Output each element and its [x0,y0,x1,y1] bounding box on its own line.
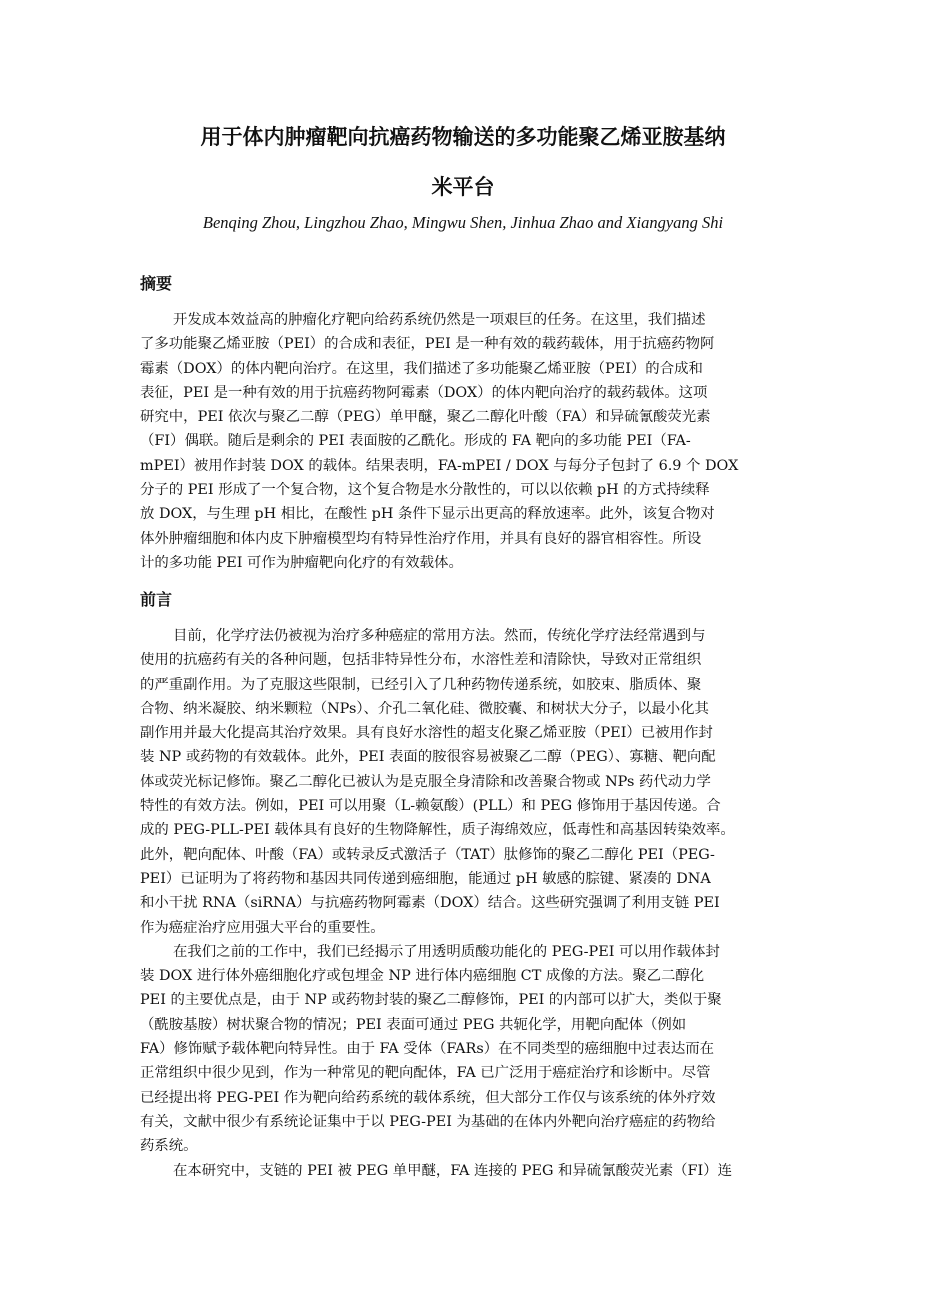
intro-line: 作为癌症治疗应用强大平台的重要性。 [140,919,385,936]
abstract-body [140,308,800,575]
intro-line: 目前，化学疗法仍被视为治疗多种癌症的常用方法。然而，传统化学疗法经常遇到与 [173,628,706,644]
intro-line: 此外，靶向配体、叶酸（FA）或转录反式激活子（TAT）肽修饰的聚乙二醇化 PEI（PEG- [140,846,715,863]
abstract-line: 了多功能聚乙烯亚胺（PEI）的合成和表征，PEI 是一种有效的载药载体，用于抗癌药物阿 [140,336,715,353]
intro-line: 的严重副作用。为了克服这些限制，已经引入了几种药物传递系统，如胶束、脂质体、聚 [140,676,702,693]
introduction-heading: 前言 [140,590,173,609]
abstract-heading: 摘要 [140,274,173,293]
author-list: Benqing Zhou, Lingzhou Zhao, Mingwu Shen, Jinhua Zhao and Xiangyang Shi [202,213,724,232]
paper-title-line-1: 用于体内肿瘤靶向抗癌药物输送的多功能聚乙烯亚胺基纳 [200,125,726,149]
abstract-line: （FI）偶联。随后是剩余的 PEI 表面胺的乙酰化。形成的 FA 靶向的多功能 PEI（FA- [140,433,691,450]
intro-line: 特性的有效方法。例如，PEI 可以用聚（L-赖氨酸）(PLL）和 PEG 修饰用于基因传递。合 [140,798,721,815]
intro-line: （酰胺基胺）树状聚合物的情况；PEI 表面可通过 PEG 共轭化学，用靶向配体（例如 [140,1016,687,1033]
intro-line: 在本研究中，支链的 PEI 被 PEG 单甲醚，FA 连接的 PEG 和异硫氰酸荧光素（FI）连 [173,1162,732,1179]
intro-line: 副作用并最大化提高其治疗效果。具有良好水溶性的超支化聚乙烯亚胺（PEI）已被用作封 [140,725,713,742]
intro-line: 正常组织中很少见到，作为一种常见的靶向配体，FA 已广泛用于癌症治疗和诊断中。尽管 [140,1065,711,1082]
abstract-line: 体外肿瘤细胞和体内皮下肿瘤模型均有特异性治疗作用，并具有良好的器官相容性。所设 [140,530,702,547]
intro-line: 体或荧光标记修饰。聚乙二醇化已被认为是克服全身清除和改善聚合物或 NPs 药代动力学 [140,773,711,790]
introduction-body [140,624,800,1183]
abstract-line: 计的多功能 PEI 可作为肿瘤靶向化疗的有效载体。 [140,554,463,571]
intro-line: 药系统。 [140,1138,198,1155]
intro-line: PEI）已证明为了将药物和基因共同传递到癌细胞，能通过 pH 敏感的腙键、紧凑的 DNA [140,870,711,887]
abstract-line: mPEI）被用作封装 DOX 的载体。结果表明，FA-mPEI / DOX 与每分子包封了 6.9 个 DOX [140,457,739,474]
intro-line: 有关，文献中很少有系统论证集中于以 PEG-PEI 为基础的在体内外靶向治疗癌症的药物给 [140,1113,716,1130]
intro-line: 合物、纳米凝胶、纳米颗粒（NPs）、介孔二氧化硅、微胶囊、和树状大分子，以最小化其 [140,700,709,717]
intro-line: 和小干扰 RNA（siRNA）与抗癌药物阿霉素（DOX）结合。这些研究强调了利用支链 PEI [140,895,720,912]
intro-line: 在我们之前的工作中，我们已经揭示了用透明质酸功能化的 PEG-PEI 可以用作载体封 [173,943,720,960]
abstract-line: 分子的 PEI 形成了一个复合物，这个复合物是水分散性的，可以以依赖 pH 的方式持续释 [140,482,710,499]
intro-line: FA）修饰赋予载体靶向特异性。由于 FA 受体（FARs）在不同类型的癌细胞中过表达而在 [140,1041,715,1058]
intro-line: 使用的抗癌药有关的各种问题，包括非特异性分布，水溶性差和清除快，导致对正常组织 [140,652,702,669]
abstract-line: 研究中，PEI 依次与聚乙二醇（PEG）单甲醚，聚乙二醇化叶酸（FA）和异硫氰酸荧光素 [140,409,711,426]
abstract-line: 表征，PEI 是一种有效的用于抗癌药物阿霉素（DOX）的体内靶向治疗的载药载体。这项 [140,384,708,401]
intro-line: 装 DOX 进行体外癌细胞化疗或包埋金 NP 进行体内癌细胞 CT 成像的方法。聚乙二醇化 [140,968,705,985]
intro-line: 已经提出将 PEG-PEI 作为靶向给药系统的载体系统，但大部分工作仅与该系统的体外疗效 [140,1089,716,1106]
intro-line: 成的 PEG-PLL-PEI 载体具有良好的生物降解性，质子海绵效应，低毒性和高基因转染效率。 [140,822,735,839]
paper-title-line-2: 米平台 [431,175,495,199]
intro-line: 装 NP 或药物的有效载体。此外，PEI 表面的胺很容易被聚乙二醇（PEG）、寡糖、靶向配 [140,749,716,766]
abstract-line: 放 DOX，与生理 pH 相比，在酸性 pH 条件下显示出更高的释放速率。此外，该复合物对 [140,506,715,523]
intro-line: PEI 的主要优点是，由于 NP 或药物封装的聚乙二醇修饰，PEI 的内部可以扩大，类似于聚 [140,992,722,1009]
abstract-line: 开发成本效益高的肿瘤化疗靶向给药系统仍然是一项艰巨的任务。在这里，我们描述 [173,312,706,328]
abstract-line: 霉素（DOX）的体内靶向治疗。在这里，我们描述了多功能聚乙烯亚胺（PEI）的合成和 [140,360,703,377]
